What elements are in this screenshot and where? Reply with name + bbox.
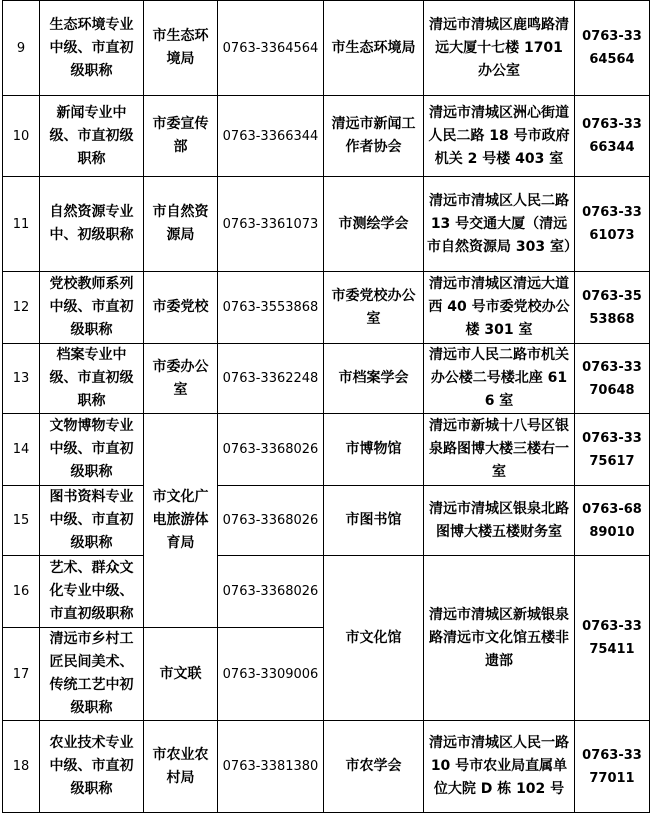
dept-cell: 市委宣传部 (144, 96, 218, 177)
tel-cell: 0763-6889010 (575, 486, 650, 556)
phone-cell: 0763-3366344 (218, 96, 324, 177)
row-number: 11 (3, 177, 40, 272)
row-number: 18 (3, 721, 40, 813)
title-cell: 文物博物专业中级、市直初级职称 (40, 414, 144, 486)
title-cell: 清远市乡村工匠民间美术、传统工艺中初级职称 (40, 628, 144, 721)
phone-cell: 0763-3381380 (218, 721, 324, 813)
org-cell-merged: 市文化馆 (324, 556, 424, 721)
dept-cell: 市自然资源局 (144, 177, 218, 272)
phone-cell: 0763-3364564 (218, 1, 324, 96)
dept-cell: 市农业农村局 (144, 721, 218, 813)
org-cell: 市图书馆 (324, 486, 424, 556)
phone-cell: 0763-3368026 (218, 414, 324, 486)
title-cell: 新闻专业中级、市直初级职称 (40, 96, 144, 177)
row-number: 17 (3, 628, 40, 721)
title-cell: 图书资料专业中级、市直初级职称 (40, 486, 144, 556)
tel-cell: 0763-3377011 (575, 721, 650, 813)
title-cell: 艺术、群众文化专业中级、市直初级职称 (40, 556, 144, 628)
address-cell: 清远市清城区人民一路 10 号市农业局直属单位大院 D 栋 102 号 (424, 721, 575, 813)
title-cell: 自然资源专业中、初级职称 (40, 177, 144, 272)
address-cell: 清远市新城十八号区银泉路图博大楼三楼右一室 (424, 414, 575, 486)
row-number: 14 (3, 414, 40, 486)
dept-cell: 市生态环境局 (144, 1, 218, 96)
tel-cell: 0763-3370648 (575, 344, 650, 414)
phone-cell: 0763-3309006 (218, 628, 324, 721)
tel-cell: 0763-3361073 (575, 177, 650, 272)
table-row (3, 486, 650, 556)
title-cell: 党校教师系列中级、市直初级职称 (40, 272, 144, 344)
tel-cell-merged: 0763-3375411 (575, 556, 650, 721)
dept-cell: 市文联 (144, 628, 218, 721)
tel-cell: 0763-3364564 (575, 1, 650, 96)
table-row (3, 414, 650, 486)
title-cell: 档案专业中级、市直初级职称 (40, 344, 144, 414)
tel-cell: 0763-3553868 (575, 272, 650, 344)
dept-cell: 市委党校 (144, 272, 218, 344)
phone-cell: 0763-3553868 (218, 272, 324, 344)
table-row (3, 556, 650, 628)
row-number: 12 (3, 272, 40, 344)
org-cell: 市博物馆 (324, 414, 424, 486)
table-row (3, 721, 650, 813)
table-row (3, 344, 650, 414)
row-number: 15 (3, 486, 40, 556)
address-cell: 清远市清城区清远大道西 40 号市委党校办公楼 301 室 (424, 272, 575, 344)
org-cell: 市生态环境局 (324, 1, 424, 96)
row-number: 13 (3, 344, 40, 414)
org-cell: 市测绘学会 (324, 177, 424, 272)
title-cell: 农业技术专业中级、市直初级职称 (40, 721, 144, 813)
contact-table (2, 0, 650, 813)
address-cell: 清远市清城区人民二路 13 号交通大厦（清远市自然资源局 303 室） (424, 177, 575, 272)
dept-cell: 市委办公室 (144, 344, 218, 414)
dept-cell-merged: 市文化广电旅游体育局 (144, 414, 218, 628)
phone-cell: 0763-3362248 (218, 344, 324, 414)
table-row (3, 1, 650, 96)
table-row (3, 272, 650, 344)
address-cell-merged: 清远市清城区新城银泉路清远市文化馆五楼非遗部 (424, 556, 575, 721)
phone-cell: 0763-3361073 (218, 177, 324, 272)
phone-cell: 0763-3368026 (218, 486, 324, 556)
tel-cell: 0763-3375617 (575, 414, 650, 486)
row-number: 9 (3, 1, 40, 96)
address-cell: 清远市清城区鹿鸣路清远大厦十七楼 1701 办公室 (424, 1, 575, 96)
address-cell: 清远市清城区洲心街道人民二路 18 号市政府机关 2 号楼 403 室 (424, 96, 575, 177)
org-cell: 市档案学会 (324, 344, 424, 414)
org-cell: 市委党校办公室 (324, 272, 424, 344)
title-cell: 生态环境专业中级、市直初级职称 (40, 1, 144, 96)
org-cell: 清远市新闻工作者协会 (324, 96, 424, 177)
row-number: 16 (3, 556, 40, 628)
table-row (3, 96, 650, 177)
org-cell: 市农学会 (324, 721, 424, 813)
tel-cell: 0763-3366344 (575, 96, 650, 177)
address-cell: 清远市清城区银泉北路图博大楼五楼财务室 (424, 486, 575, 556)
address-cell: 清远市人民二路市机关办公楼二号楼北座 616 室 (424, 344, 575, 414)
phone-cell: 0763-3368026 (218, 556, 324, 628)
table-row (3, 177, 650, 272)
row-number: 10 (3, 96, 40, 177)
